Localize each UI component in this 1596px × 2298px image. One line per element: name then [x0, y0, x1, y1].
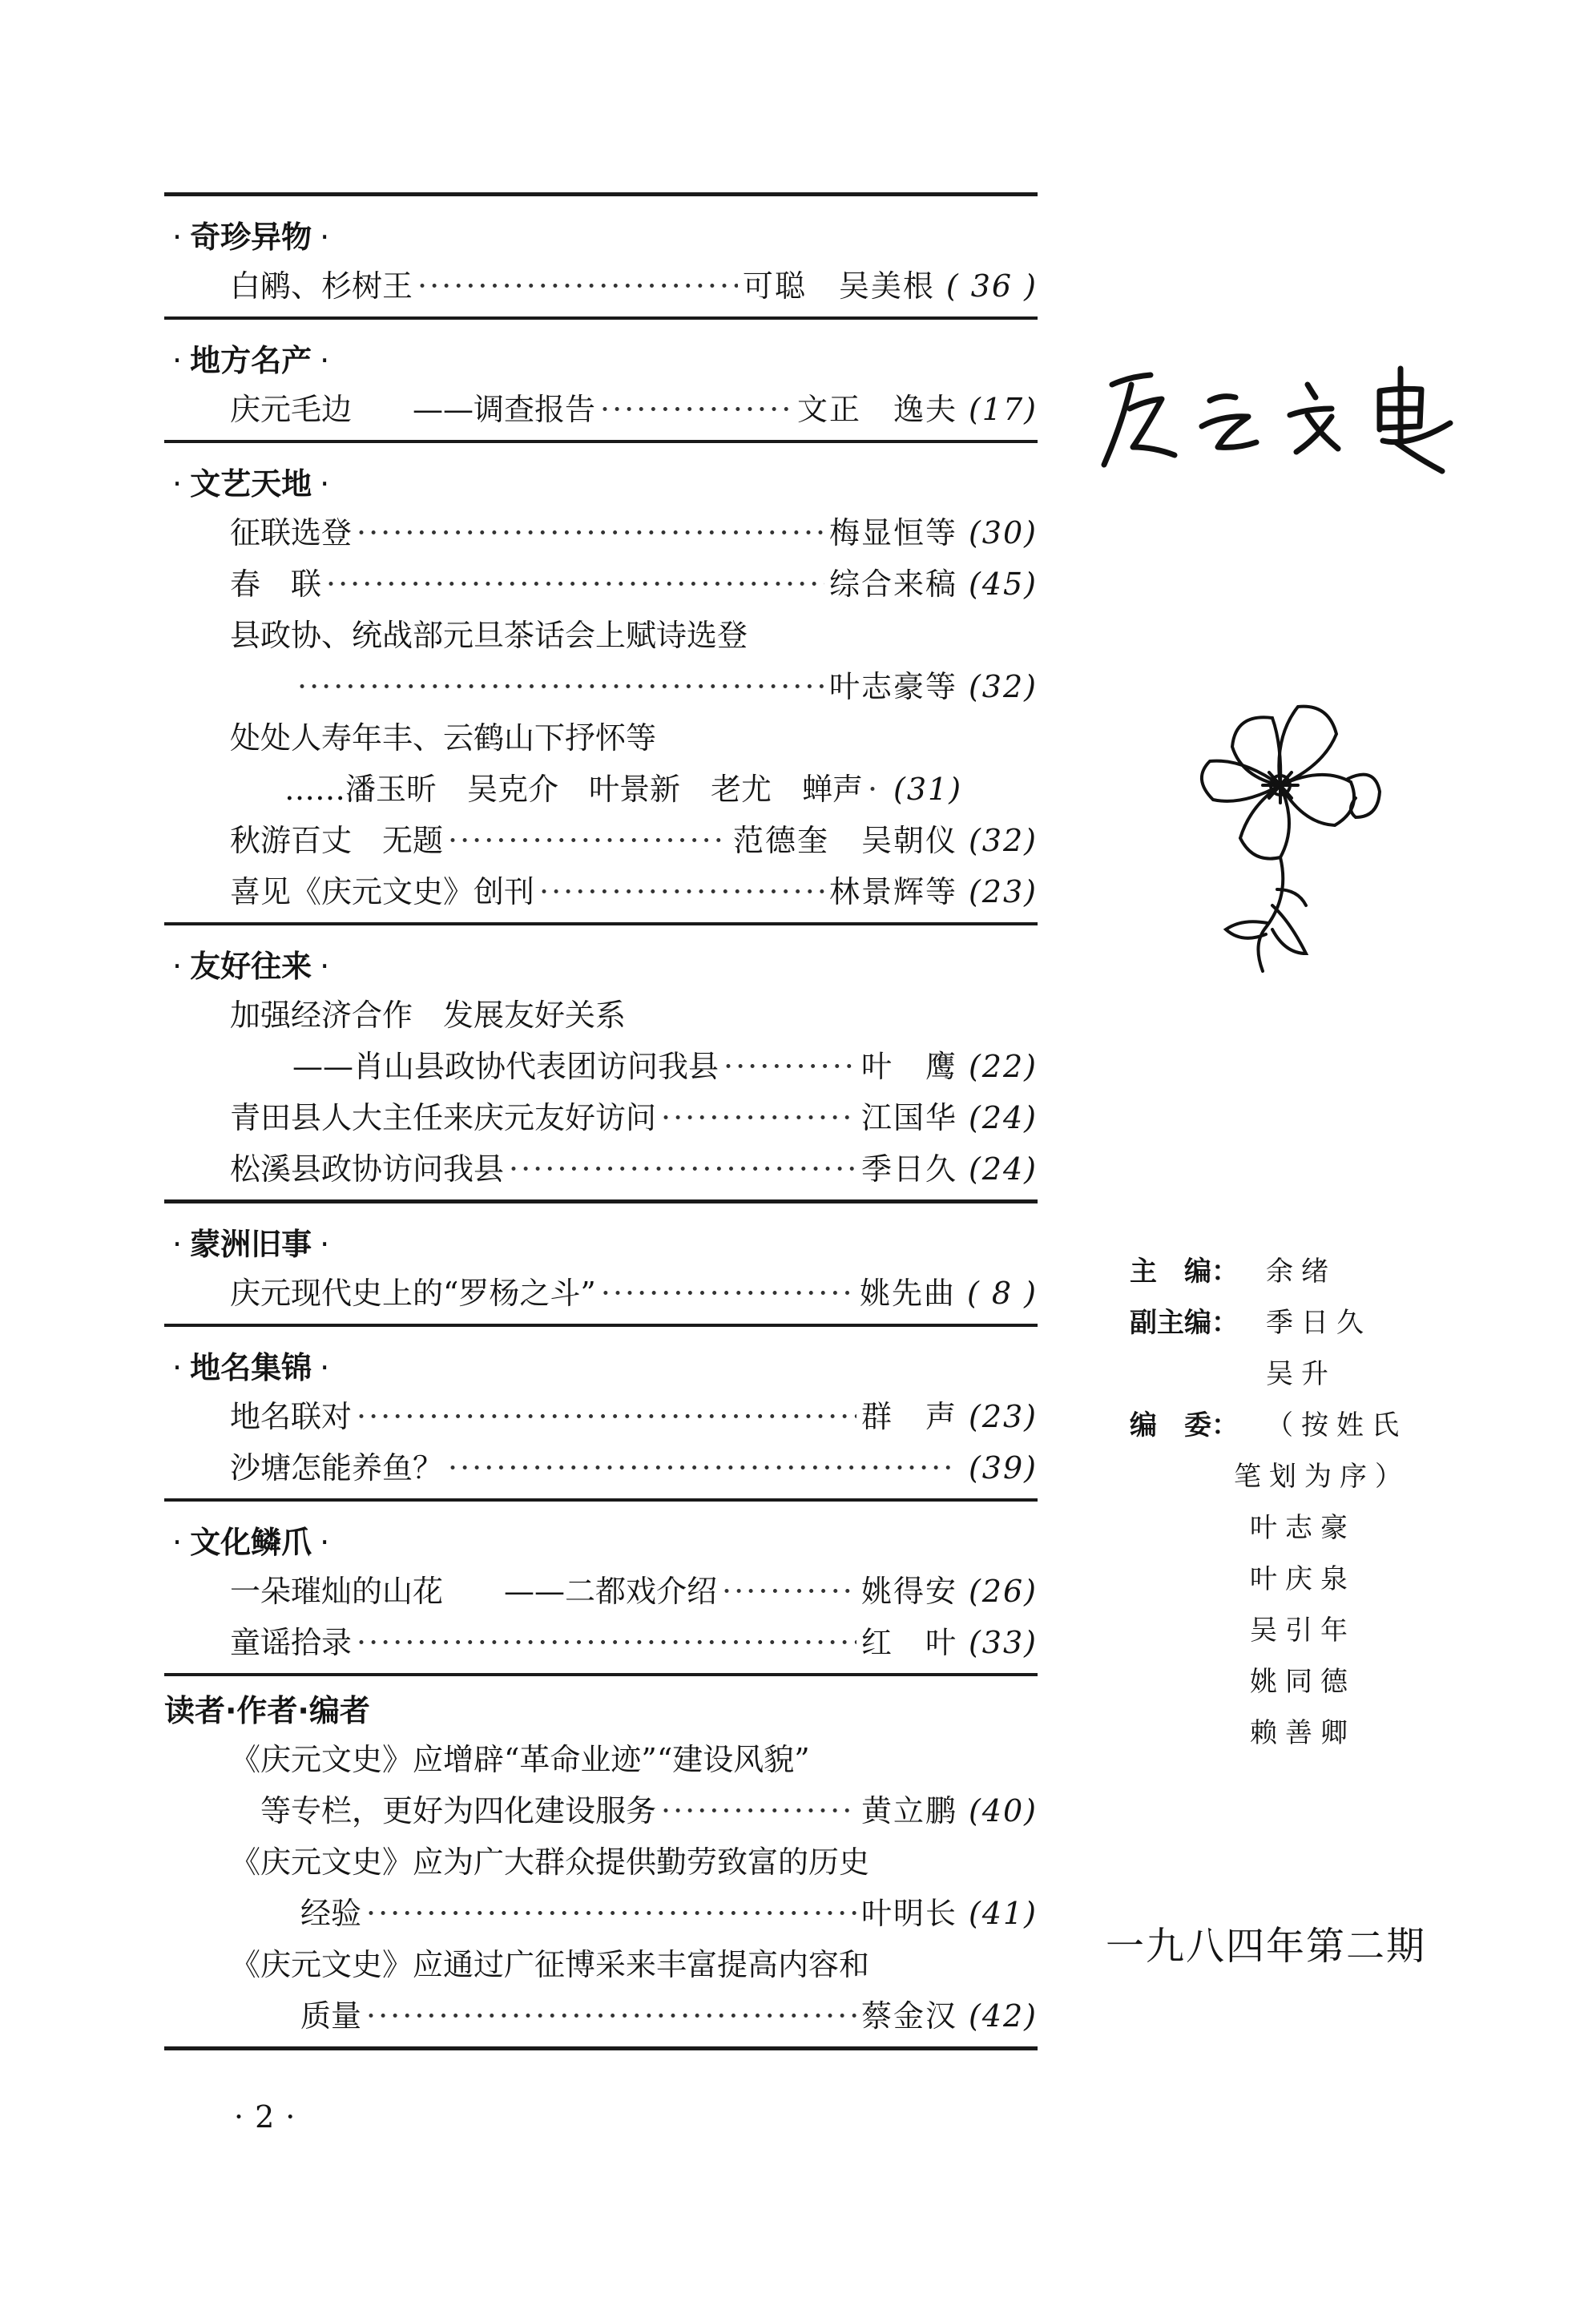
- section-title: · 蒙洲旧事 ·: [172, 1227, 330, 1262]
- board-member: 叶庆泉: [1250, 1563, 1356, 1595]
- toc-entry[interactable]: 庆元现代史上的“罗杨之斗” ····· 姚先曲 ( 8 ): [164, 1268, 1038, 1319]
- toc-section: [164, 443, 1038, 922]
- toc-entry[interactable]: 童谣拾录 ····· 红 叶 (33): [164, 1617, 1038, 1668]
- board-note: 笔划为序）: [1234, 1461, 1410, 1493]
- chief-editor-label: 主 编：: [1130, 1256, 1239, 1288]
- toc-section: [164, 1502, 1038, 1673]
- dot-leader: [868, 764, 877, 815]
- dot-leader: [448, 815, 728, 866]
- dot-leader: [357, 507, 824, 558]
- toc-entry[interactable]: 喜见《庆元文史》创刊 ····· 林景辉等 (23): [164, 866, 1038, 917]
- dot-leader: [723, 1041, 856, 1092]
- dot-leader: [357, 1617, 856, 1668]
- dot-leader: [509, 1143, 856, 1195]
- toc-section: [164, 1327, 1038, 1498]
- toc-section: [164, 320, 1038, 440]
- deputy-editor-name: 吴升: [1266, 1358, 1336, 1390]
- dot-leader: [539, 866, 824, 917]
- dot-leader: [600, 384, 792, 435]
- toc-entry[interactable]: 庆元毛边 ——调查报告 ····· 文正 逸夫 (17): [164, 384, 1038, 435]
- section-title: 读者·作者·编者: [164, 1693, 370, 1728]
- section-title: · 地名集锦 ·: [172, 1350, 330, 1385]
- masthead-calligraphy: [1098, 353, 1458, 481]
- deputy-editor-name: 季日久: [1266, 1307, 1372, 1339]
- toc-entry[interactable]: 松溪县政协访问我县 ····· 季日久 (24): [164, 1143, 1038, 1195]
- editorial-board: [1130, 1246, 1410, 1759]
- toc-entry[interactable]: 春 联 ····· 综合来稿 (45): [164, 558, 1038, 610]
- toc-entry-title-line[interactable]: 《庆元文史》应通过广征博采来丰富提高内容和: [230, 1947, 870, 1982]
- dot-leader: [297, 661, 824, 712]
- toc-entry[interactable]: 经验 ····· 叶明长 (41): [164, 1888, 1038, 1939]
- page-number: ·2·: [234, 2099, 307, 2135]
- section-title: · 文艺天地 ·: [172, 466, 330, 502]
- board-note: （按姓氏: [1266, 1409, 1407, 1441]
- board-member: 赖善卿: [1250, 1717, 1356, 1749]
- toc-entry[interactable]: ——肖山县政协代表团访问我县 ····· 叶 鹰 (22): [164, 1041, 1038, 1092]
- toc-entry-title-line[interactable]: 《庆元文史》应为广大群众提供勤劳致富的历史: [230, 1844, 870, 1880]
- toc-entry[interactable]: ····· 叶志豪等 (32): [164, 661, 1038, 712]
- dot-leader: [448, 1442, 953, 1494]
- toc-section: [164, 1676, 1038, 2046]
- dot-leader: [601, 1268, 855, 1319]
- dot-leader: [661, 1092, 856, 1143]
- dot-leader: [357, 1391, 856, 1442]
- toc-entry[interactable]: 质量 ····· 蔡金汉 (42): [164, 1990, 1038, 2042]
- dot-leader: [661, 1785, 856, 1836]
- toc-entry-title-line[interactable]: 县政协、统战部元旦茶话会上赋诗选登: [230, 618, 748, 653]
- toc-entry[interactable]: 白鹇、杉树王 ····· 可聪 吴美根 ( 36 ): [164, 260, 1038, 312]
- dot-leader: [326, 558, 824, 610]
- flower-illustration: [1186, 689, 1394, 978]
- table-of-contents: [164, 192, 1038, 2050]
- toc-entry[interactable]: 征联选登 ····· 梅显恒等 (30): [164, 507, 1038, 558]
- board-member: 吴引年: [1250, 1615, 1356, 1647]
- dot-leader: [417, 260, 738, 312]
- toc-entry[interactable]: 秋游百丈 无题 ····· 范德奎 吴朝仪 (32): [164, 815, 1038, 866]
- dot-leader: [366, 1990, 856, 2042]
- toc-section: [164, 925, 1038, 1199]
- toc-entry[interactable]: ……潘玉昕 吴克介 叶景新 老尤 蝉声 ····· (31): [164, 764, 1038, 815]
- issue-label: 一九八四年第二期: [1106, 1924, 1427, 1969]
- board-member: 叶志豪: [1250, 1512, 1356, 1544]
- toc-entry-title-line[interactable]: 加强经济合作 发展友好关系: [230, 998, 627, 1033]
- chief-editor-name: 余绪: [1266, 1256, 1336, 1288]
- toc-section: [164, 1203, 1038, 1324]
- toc-entry[interactable]: 青田县人大主任来庆元友好访问 ····· 江国华 (24): [164, 1092, 1038, 1143]
- board-member: 姚同德: [1250, 1666, 1356, 1698]
- dot-leader: [722, 1566, 856, 1617]
- deputy-editor-label: 副主编：: [1130, 1307, 1239, 1339]
- toc-entry[interactable]: 沙塘怎能养鱼？ ····· (39): [164, 1442, 1038, 1494]
- toc-entry[interactable]: 地名联对 ····· 群 声 (23): [164, 1391, 1038, 1442]
- toc-entry[interactable]: 等专栏，更好为四化建设服务 ····· 黄立鹏 (40): [164, 1785, 1038, 1836]
- section-title: · 友好往来 ·: [172, 949, 330, 984]
- dot-leader: [366, 1888, 856, 1939]
- bottom-rule: [164, 2046, 1038, 2050]
- toc-entry-title-line[interactable]: 处处人寿年丰、云鹤山下抒怀等: [230, 720, 657, 756]
- toc-entry-title-line[interactable]: 《庆元文史》应增辟“革命业迹”“建设风貌”: [230, 1742, 810, 1777]
- section-title: · 地方名产 ·: [172, 343, 330, 378]
- section-title: · 奇珍异物 ·: [172, 220, 330, 255]
- toc-entry[interactable]: 一朵璀灿的山花 ——二都戏介绍 ····· 姚得安 (26): [164, 1566, 1038, 1617]
- board-label: 编 委：: [1130, 1409, 1239, 1441]
- section-title: · 文化鳞爪 ·: [172, 1525, 330, 1560]
- toc-section: [164, 196, 1038, 316]
